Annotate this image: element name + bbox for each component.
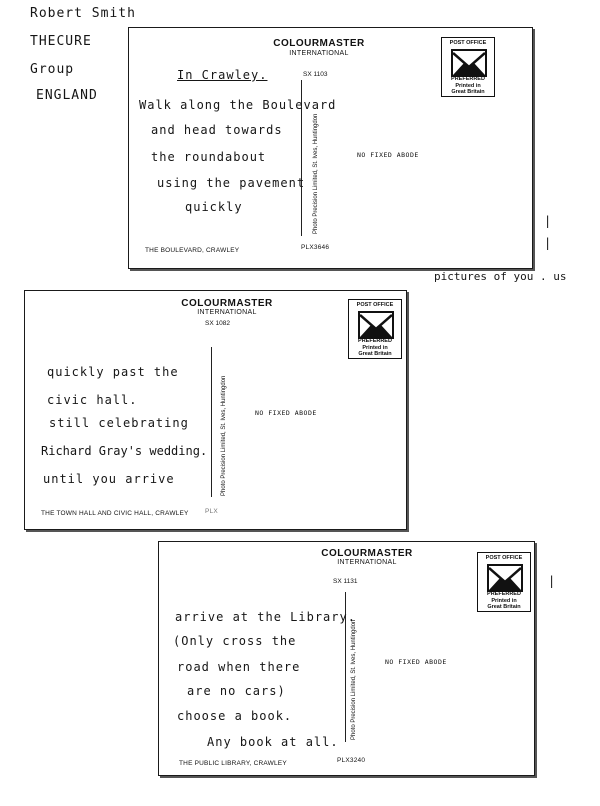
message-line: In Crawley. — [177, 68, 268, 82]
brand-subtitle: INTERNATIONAL — [337, 559, 397, 566]
publisher-imprint: Photo Precision Limited, St. Ives, Huntingdon — [313, 113, 319, 234]
message-line: and head towards — [151, 123, 283, 137]
stamp-label: POST OFFICE — [356, 302, 394, 308]
stamp-country: Great Britain — [487, 604, 521, 610]
publisher-imprint: Photo Precision Limited, St. Ives, Huntingdon — [221, 375, 227, 496]
envelope-icon — [358, 311, 394, 339]
message-line: choose a book. — [177, 709, 293, 723]
stamp-label: POST OFFICE — [485, 555, 523, 561]
address-text: NO FIXED ABODE — [357, 151, 419, 159]
stamp-preferred: PREFERRED — [451, 76, 485, 82]
card-caption-code: PLX — [205, 508, 218, 515]
brand-subtitle: INTERNATIONAL — [289, 50, 349, 57]
message-line: road when there — [177, 660, 301, 674]
card-caption-code: PLX3646 — [301, 244, 330, 251]
stamp-label: POST OFFICE — [449, 40, 487, 46]
stamp-box — [441, 37, 495, 97]
postcard-library — [158, 541, 535, 776]
message-line: Walk along the Boulevard — [139, 98, 337, 112]
side-note: pictures of you . us — [434, 270, 567, 283]
message-line: Any book at all. — [207, 735, 339, 749]
stamp-preferred: PREFERRED — [358, 338, 392, 344]
card-divider — [211, 347, 212, 497]
envelope-icon — [487, 564, 523, 592]
message-line: the roundabout — [151, 150, 267, 164]
card-caption: THE BOULEVARD, CRAWLEY — [145, 247, 240, 254]
stamp-printed: Printed in — [362, 345, 388, 351]
message-line: (Only cross the — [173, 634, 297, 648]
publisher-imprint: Photo Precision Limited, St. Ives, Huntingdon — [351, 619, 357, 740]
card-caption: THE TOWN HALL AND CIVIC HALL, CRAWLEY — [41, 510, 189, 517]
brand-name: COLOURMASTER — [273, 38, 365, 49]
card-caption: THE PUBLIC LIBRARY, CRAWLEY — [179, 760, 287, 767]
postcard-civic-hall — [24, 290, 407, 530]
message-line: quickly past the — [47, 365, 179, 379]
margin-mark: | — [544, 214, 552, 228]
stamp-box — [348, 299, 402, 359]
message-line: until you arrive — [43, 472, 175, 486]
stamp-printed: Printed in — [455, 83, 481, 89]
message-line: Richard Gray's wedding. — [41, 444, 208, 458]
margin-mark: | — [548, 574, 556, 588]
header-line-group: Group — [30, 62, 75, 77]
message-line: civic hall. — [47, 393, 138, 407]
card-caption-code: PLX3240 — [337, 757, 366, 764]
address-text: NO FIXED ABODE — [255, 409, 317, 417]
message-line: still celebrating — [49, 416, 189, 430]
postcard-boulevard — [128, 27, 533, 269]
stamp-printed: Printed in — [491, 598, 517, 604]
header-line-name: Robert Smith — [30, 6, 136, 21]
brand-name: COLOURMASTER — [321, 548, 413, 559]
envelope-icon — [451, 49, 487, 77]
stamp-country: Great Britain — [451, 89, 485, 95]
message-line: arrive at the Library. — [175, 610, 356, 624]
stamp-preferred: PREFERRED — [487, 591, 521, 597]
brand-name: COLOURMASTER — [181, 298, 273, 309]
message-line: using the pavement — [157, 176, 306, 190]
brand-subtitle: INTERNATIONAL — [197, 309, 257, 316]
message-line: are no cars) — [187, 684, 286, 698]
margin-mark: | — [544, 236, 552, 250]
header-line-country: ENGLAND — [36, 88, 98, 103]
message-line: quickly — [185, 200, 243, 214]
card-code: SX 1082 — [205, 320, 230, 327]
stamp-country: Great Britain — [358, 351, 392, 357]
stamp-box — [477, 552, 531, 612]
address-text: NO FIXED ABODE — [385, 658, 447, 666]
card-code: SX 1131 — [333, 578, 358, 585]
card-code: SX 1103 — [303, 71, 328, 78]
header-line-band: THECURE — [30, 34, 92, 49]
